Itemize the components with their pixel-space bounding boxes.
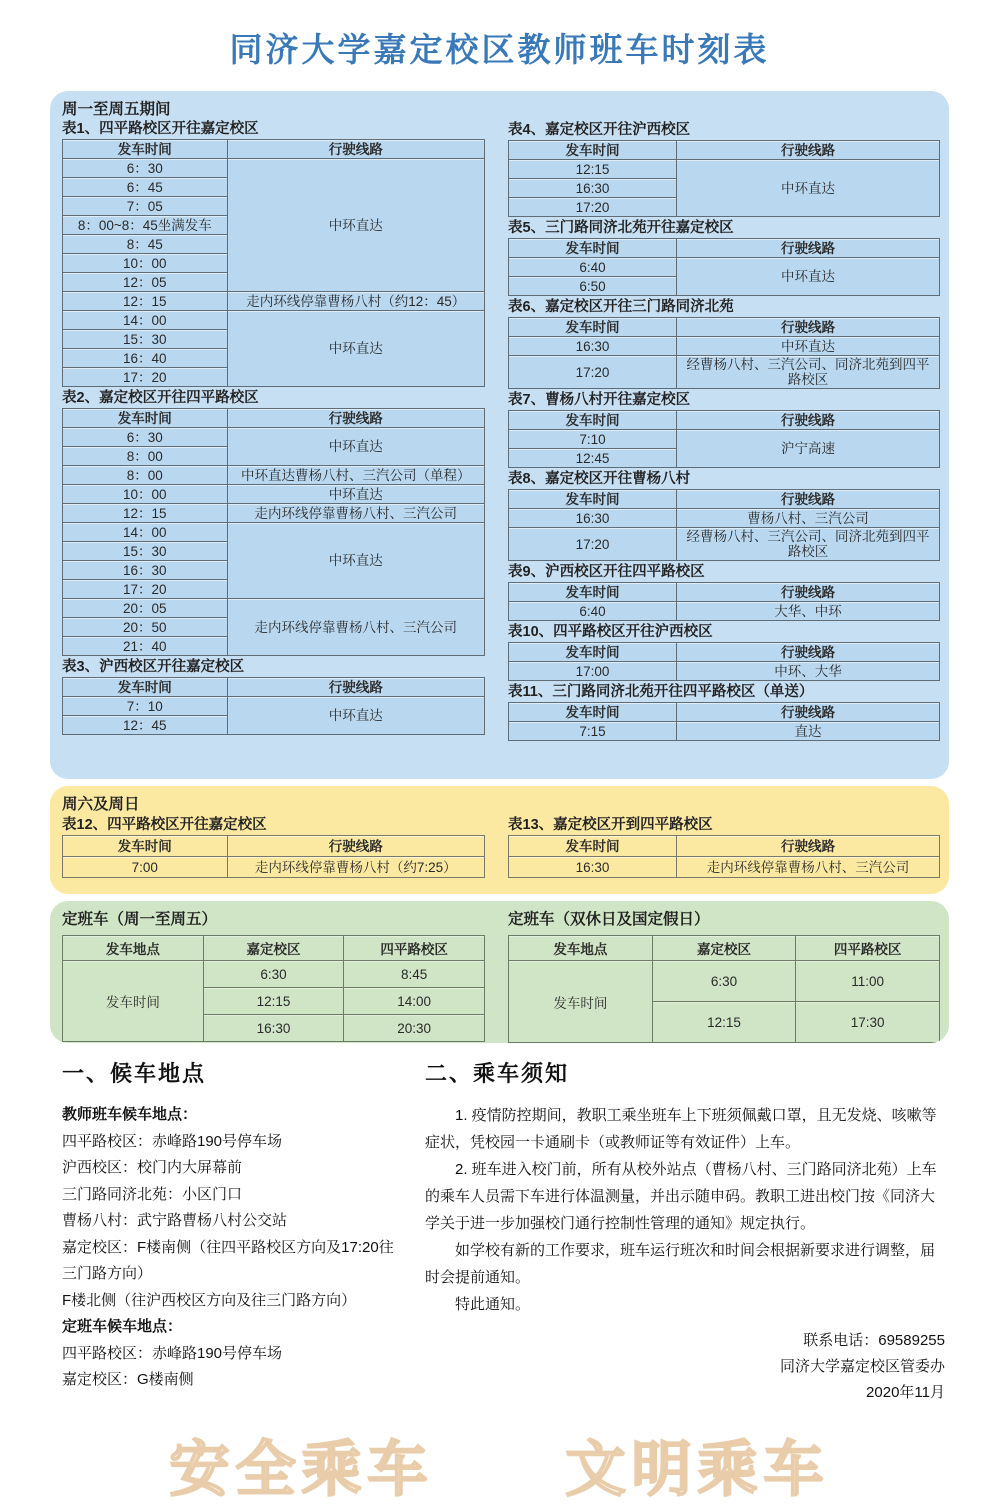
time-cell: 15：30 bbox=[63, 542, 228, 561]
time-cell: 6:30 bbox=[652, 961, 796, 1002]
column-header: 发车时间 bbox=[63, 140, 228, 159]
page-title: 同济大学嘉定校区教师班车时刻表 bbox=[229, 31, 770, 68]
table-label: 表10、四平路校区开往沪西校区 bbox=[508, 624, 713, 640]
schedule-table bbox=[508, 489, 940, 561]
table-row bbox=[63, 504, 485, 523]
time-cell: 17:00 bbox=[509, 662, 677, 681]
weekday-heading: 周一至周五期间 bbox=[62, 101, 171, 118]
column-header: 行驶线路 bbox=[227, 836, 484, 857]
notice-paragraphs bbox=[425, 1102, 949, 1318]
schedule-table-t13 bbox=[508, 817, 940, 878]
schedule-table-t1 bbox=[62, 121, 485, 387]
route-cell: 中环直达 bbox=[227, 159, 484, 292]
weekend-heading: 周六及周日 bbox=[62, 796, 140, 813]
waiting-location-line: 四平路校区：赤峰路190号停车场 bbox=[62, 1344, 283, 1362]
table-row bbox=[63, 428, 485, 447]
table-row bbox=[63, 697, 485, 716]
schedule-table-t4 bbox=[508, 122, 940, 217]
table-row bbox=[63, 292, 485, 311]
route-cell: 大华、中环 bbox=[677, 602, 940, 621]
time-cell: 8：45 bbox=[63, 235, 228, 254]
route-cell: 中环直达 bbox=[227, 485, 484, 504]
time-cell: 14:00 bbox=[344, 988, 485, 1015]
waiting-location-line: 定班车候车地点： bbox=[62, 1318, 183, 1335]
time-cell: 8：00 bbox=[63, 466, 228, 485]
header-row bbox=[63, 836, 485, 857]
time-cell: 7:10 bbox=[509, 430, 677, 449]
time-cell: 10：00 bbox=[63, 254, 228, 273]
watermark-text: 安全乘车 文明乘车 bbox=[169, 1436, 830, 1503]
header-row bbox=[63, 140, 485, 159]
column-header: 发车时间 bbox=[509, 583, 677, 602]
table-row bbox=[509, 160, 940, 179]
time-cell: 8:45 bbox=[344, 961, 485, 988]
time-cell: 16：40 bbox=[63, 349, 228, 368]
header-row bbox=[509, 490, 940, 509]
column-header: 发车时间 bbox=[509, 411, 677, 430]
time-cell: 20：05 bbox=[63, 599, 228, 618]
schedule-table bbox=[62, 835, 485, 878]
route-cell: 经曹杨八村、三汽公司、同济北苑到四平路校区 bbox=[677, 528, 940, 561]
time-cell: 7：10 bbox=[63, 697, 228, 716]
time-cell: 6：30 bbox=[63, 428, 228, 447]
column-header: 行驶线路 bbox=[677, 141, 940, 160]
table-row bbox=[509, 662, 940, 681]
time-cell: 6:50 bbox=[509, 277, 677, 296]
table-row bbox=[63, 523, 485, 542]
fixed-weekend-column bbox=[508, 911, 940, 1043]
waiting-location-line: 三门路同济北苑：小区门口 bbox=[62, 1185, 243, 1203]
time-cell: 7：05 bbox=[63, 197, 228, 216]
waiting-location-line: F楼北侧（往沪西校区方向及往三门路方向） bbox=[62, 1291, 357, 1309]
fixed-shuttle-heading: 定班车（周一至周五） bbox=[62, 911, 218, 928]
time-cell: 8：00~8：45坐满发车 bbox=[63, 216, 228, 235]
table-row bbox=[509, 857, 940, 878]
schedule-table bbox=[508, 642, 940, 681]
column-header: 四平路校区 bbox=[344, 936, 485, 961]
schedule-table-t8 bbox=[508, 471, 940, 561]
column-header: 行驶线路 bbox=[227, 409, 484, 428]
table-row bbox=[63, 159, 485, 178]
time-cell: 17:20 bbox=[509, 528, 677, 561]
notice-heading: 二、乘车须知 bbox=[425, 1061, 570, 1086]
time-cell: 17:20 bbox=[509, 198, 677, 217]
fixed-weekday-column bbox=[62, 911, 485, 1043]
notice-paragraph: 1. 疫情防控期间，教职工乘坐班车上下班须佩戴口罩，且无发烧、咳嗽等症状，凭校园一卡通刷卡（或教师证等有效证件）上车。 bbox=[425, 1107, 937, 1151]
header-row bbox=[509, 318, 940, 337]
route-cell: 中环直达 bbox=[227, 428, 484, 466]
time-cell: 16：30 bbox=[63, 561, 228, 580]
waiting-locations-block bbox=[50, 1057, 395, 1406]
route-cell: 走内环线停靠曹杨八村、三汽公司 bbox=[677, 857, 940, 878]
header-row bbox=[509, 836, 940, 857]
route-cell: 中环直达 bbox=[677, 160, 940, 217]
column-header: 行驶线路 bbox=[677, 318, 940, 337]
weekend-column bbox=[508, 815, 940, 881]
time-cell: 7:15 bbox=[509, 722, 677, 741]
table-row bbox=[509, 602, 940, 621]
route-cell: 曹杨八村、三汽公司 bbox=[677, 509, 940, 528]
fixed-shuttle-heading: 定班车（双休日及国定假日） bbox=[508, 911, 710, 928]
route-cell: 直达 bbox=[677, 722, 940, 741]
table-row bbox=[63, 485, 485, 504]
schedule-table bbox=[62, 677, 485, 735]
waiting-location-line: 嘉定校区：G楼南侧 bbox=[62, 1371, 194, 1388]
column-header: 发车时间 bbox=[63, 409, 228, 428]
time-cell: 17：20 bbox=[63, 580, 228, 599]
fixed-shuttle-panel bbox=[50, 901, 949, 1043]
column-header: 发车时间 bbox=[509, 836, 677, 857]
time-cell: 16:30 bbox=[509, 337, 677, 356]
time-cell: 7:00 bbox=[63, 857, 228, 878]
column-header: 嘉定校区 bbox=[652, 936, 796, 961]
route-cell: 走内环线停靠曹杨八村（约12：45） bbox=[227, 292, 484, 311]
table-row bbox=[509, 337, 940, 356]
notice-paragraph: 2. 班车进入校门前，所有从校外站点（曹杨八村、三门路同济北苑）上车的乘车人员需下车进行体温测量，并出示随申码。教职工进出校门按《同济大学关于进一步加强校门通行控制性管理的通知》规定执行。 bbox=[425, 1161, 937, 1232]
column-header: 发车时间 bbox=[509, 141, 677, 160]
schedule-table-t7 bbox=[508, 392, 940, 468]
header-row bbox=[63, 678, 485, 697]
time-cell: 14：00 bbox=[63, 523, 228, 542]
schedule-table bbox=[62, 139, 485, 387]
ride-notice-block bbox=[395, 1057, 949, 1406]
route-cell: 中环直达 bbox=[677, 258, 940, 296]
time-cell: 21：40 bbox=[63, 637, 228, 656]
table-label: 表13、嘉定校区开到四平路校区 bbox=[508, 817, 713, 833]
fixed-shuttle-table bbox=[62, 935, 485, 1042]
table-row bbox=[509, 509, 940, 528]
table-label: 表6、嘉定校区开往三门路同济北苑 bbox=[508, 299, 734, 315]
table-label: 表9、沪西校区开往四平路校区 bbox=[508, 564, 705, 580]
time-cell: 12：15 bbox=[63, 504, 228, 523]
header-row bbox=[509, 141, 940, 160]
table-label: 表5、三门路同济北苑开往嘉定校区 bbox=[508, 220, 734, 236]
route-cell: 走内环线停靠曹杨八村（约7:25） bbox=[227, 857, 484, 878]
column-header: 发车时间 bbox=[509, 239, 677, 258]
waiting-location-line: 曹杨八村：武宁路曹杨八村公交站 bbox=[62, 1212, 288, 1229]
time-cell: 14：00 bbox=[63, 311, 228, 330]
schedule-table-t9 bbox=[508, 564, 940, 621]
table-label: 表7、曹杨八村开往嘉定校区 bbox=[508, 392, 691, 408]
schedule-table bbox=[508, 835, 940, 878]
column-header: 发车时间 bbox=[509, 703, 677, 722]
schedule-table-t6 bbox=[508, 299, 940, 389]
table-label: 表11、三门路同济北苑开往四平路校区（单送） bbox=[508, 684, 814, 700]
table-row bbox=[63, 311, 485, 330]
schedule-table bbox=[508, 582, 940, 621]
column-header: 发车地点 bbox=[509, 936, 653, 961]
time-cell: 17:20 bbox=[509, 356, 677, 389]
notice-paragraph: 如学校有新的工作要求，班车运行班次和时间会根据新要求进行调整，届时会提前通知。 bbox=[425, 1242, 936, 1286]
header-row bbox=[509, 936, 940, 961]
waiting-location-line: 沪西校区：校门内大屏幕前 bbox=[62, 1159, 243, 1176]
weekday-right-column bbox=[508, 120, 940, 744]
time-cell: 12:15 bbox=[509, 160, 677, 179]
time-cell: 10：00 bbox=[63, 485, 228, 504]
time-cell: 12:15 bbox=[652, 1002, 796, 1043]
weekend-panel bbox=[50, 786, 949, 894]
schedule-table bbox=[508, 238, 940, 296]
weekend-columns bbox=[62, 815, 937, 881]
time-cell: 16:30 bbox=[509, 509, 677, 528]
contact-line: 同济大学嘉定校区管委办 bbox=[779, 1358, 945, 1375]
schedule-table bbox=[62, 408, 485, 656]
column-header: 行驶线路 bbox=[227, 140, 484, 159]
schedule-table-t5 bbox=[508, 220, 940, 296]
time-cell: 17：20 bbox=[63, 368, 228, 387]
waiting-location-line: 四平路校区：赤峰路190号停车场 bbox=[62, 1132, 283, 1150]
time-cell: 16:30 bbox=[509, 179, 677, 198]
column-header: 发车时间 bbox=[509, 490, 677, 509]
column-header: 行驶线路 bbox=[677, 643, 940, 662]
column-header: 发车时间 bbox=[509, 318, 677, 337]
waiting-location-line: 教师班车候车地点： bbox=[62, 1106, 198, 1123]
table-row bbox=[509, 528, 940, 561]
row-label-cell: 发车时间 bbox=[63, 961, 204, 1042]
header-row bbox=[63, 936, 485, 961]
table-row bbox=[509, 961, 940, 1002]
schedule-table bbox=[508, 140, 940, 217]
schedule-table bbox=[508, 317, 940, 389]
route-cell: 中环直达 bbox=[227, 311, 484, 387]
time-cell: 20：50 bbox=[63, 618, 228, 637]
table-label: 表2、嘉定校区开往四平路校区 bbox=[62, 390, 259, 406]
column-header: 发车地点 bbox=[63, 936, 204, 961]
time-cell: 6:40 bbox=[509, 602, 677, 621]
table-label: 表12、四平路校区开往嘉定校区 bbox=[62, 817, 267, 833]
notes-section bbox=[50, 1057, 949, 1406]
column-header: 四平路校区 bbox=[796, 936, 940, 961]
time-cell: 6：30 bbox=[63, 159, 228, 178]
route-cell: 走内环线停靠曹杨八村、三汽公司 bbox=[227, 504, 484, 523]
time-cell: 12:15 bbox=[203, 988, 344, 1015]
column-header: 嘉定校区 bbox=[203, 936, 344, 961]
header-row bbox=[509, 411, 940, 430]
table-row bbox=[509, 258, 940, 277]
table-row bbox=[509, 430, 940, 449]
time-cell: 17:30 bbox=[796, 1002, 940, 1043]
time-cell: 12：15 bbox=[63, 292, 228, 311]
fixed-shuttle-columns bbox=[62, 911, 937, 1043]
column-header: 行驶线路 bbox=[227, 678, 484, 697]
time-cell: 12：45 bbox=[63, 716, 228, 735]
route-cell: 中环直达 bbox=[227, 523, 484, 599]
time-cell: 6:40 bbox=[509, 258, 677, 277]
schedule-table-t2 bbox=[62, 390, 485, 656]
time-cell: 11:00 bbox=[796, 961, 940, 1002]
header-row bbox=[63, 409, 485, 428]
column-header: 发车时间 bbox=[63, 836, 228, 857]
weekday-panel bbox=[50, 91, 949, 779]
route-cell: 中环直达 bbox=[227, 697, 484, 735]
table-row bbox=[509, 722, 940, 741]
table-row bbox=[63, 857, 485, 878]
route-cell: 走内环线停靠曹杨八村、三汽公司 bbox=[227, 599, 484, 656]
waiting-location-line: 嘉定校区：F楼南侧（往四平路校区方向及17:20往三门路方向） bbox=[62, 1238, 394, 1282]
column-header: 行驶线路 bbox=[677, 239, 940, 258]
schedule-table bbox=[508, 702, 940, 741]
column-header: 行驶线路 bbox=[677, 583, 940, 602]
table-label: 表8、嘉定校区开往曹杨八村 bbox=[508, 471, 691, 487]
column-header: 行驶线路 bbox=[677, 411, 940, 430]
contact-line: 2020年11月 bbox=[866, 1384, 945, 1401]
route-cell: 经曹杨八村、三汽公司、同济北苑到四平路校区 bbox=[677, 356, 940, 389]
schedule-table-t3 bbox=[62, 659, 485, 735]
table-label: 表1、四平路校区开往嘉定校区 bbox=[62, 121, 259, 137]
route-cell: 中环、大华 bbox=[677, 662, 940, 681]
column-header: 行驶线路 bbox=[677, 703, 940, 722]
time-cell: 12：05 bbox=[63, 273, 228, 292]
table-row bbox=[63, 466, 485, 485]
column-header: 行驶线路 bbox=[677, 836, 940, 857]
table-label: 表4、嘉定校区开往沪西校区 bbox=[508, 122, 691, 138]
schedule-table bbox=[508, 410, 940, 468]
route-cell: 中环直达曹杨八村、三汽公司（单程） bbox=[227, 466, 484, 485]
time-cell: 16:30 bbox=[509, 857, 677, 878]
weekday-left-column bbox=[62, 101, 485, 744]
table-row bbox=[63, 599, 485, 618]
time-cell: 20:30 bbox=[344, 1015, 485, 1042]
waiting-heading: 一、候车地点 bbox=[62, 1061, 207, 1086]
column-header: 发车时间 bbox=[509, 643, 677, 662]
notice-paragraph: 特此通知。 bbox=[455, 1296, 531, 1313]
waiting-lines bbox=[62, 1102, 395, 1394]
weekend-column bbox=[62, 815, 485, 881]
table-row bbox=[63, 961, 485, 988]
column-header: 行驶线路 bbox=[677, 490, 940, 509]
table-label: 表3、沪西校区开往嘉定校区 bbox=[62, 659, 245, 675]
header-row bbox=[509, 583, 940, 602]
time-cell: 6:30 bbox=[203, 961, 344, 988]
header-row bbox=[509, 643, 940, 662]
column-header: 发车时间 bbox=[63, 678, 228, 697]
route-cell: 沪宁高速 bbox=[677, 430, 940, 468]
schedule-table-t10 bbox=[508, 624, 940, 681]
time-cell: 12:45 bbox=[509, 449, 677, 468]
fixed-shuttle-table bbox=[508, 935, 940, 1043]
table-row bbox=[509, 356, 940, 389]
header-row bbox=[509, 703, 940, 722]
time-cell: 6：45 bbox=[63, 178, 228, 197]
contact-block bbox=[425, 1328, 949, 1406]
time-cell: 16:30 bbox=[203, 1015, 344, 1042]
header-row bbox=[509, 239, 940, 258]
contact-line: 联系电话：69589255 bbox=[803, 1332, 945, 1349]
schedule-table-t11 bbox=[508, 684, 940, 741]
row-label-cell: 发车时间 bbox=[509, 961, 653, 1043]
time-cell: 8：00 bbox=[63, 447, 228, 466]
schedule-table-t12 bbox=[62, 817, 485, 878]
route-cell: 中环直达 bbox=[677, 337, 940, 356]
time-cell: 15：30 bbox=[63, 330, 228, 349]
